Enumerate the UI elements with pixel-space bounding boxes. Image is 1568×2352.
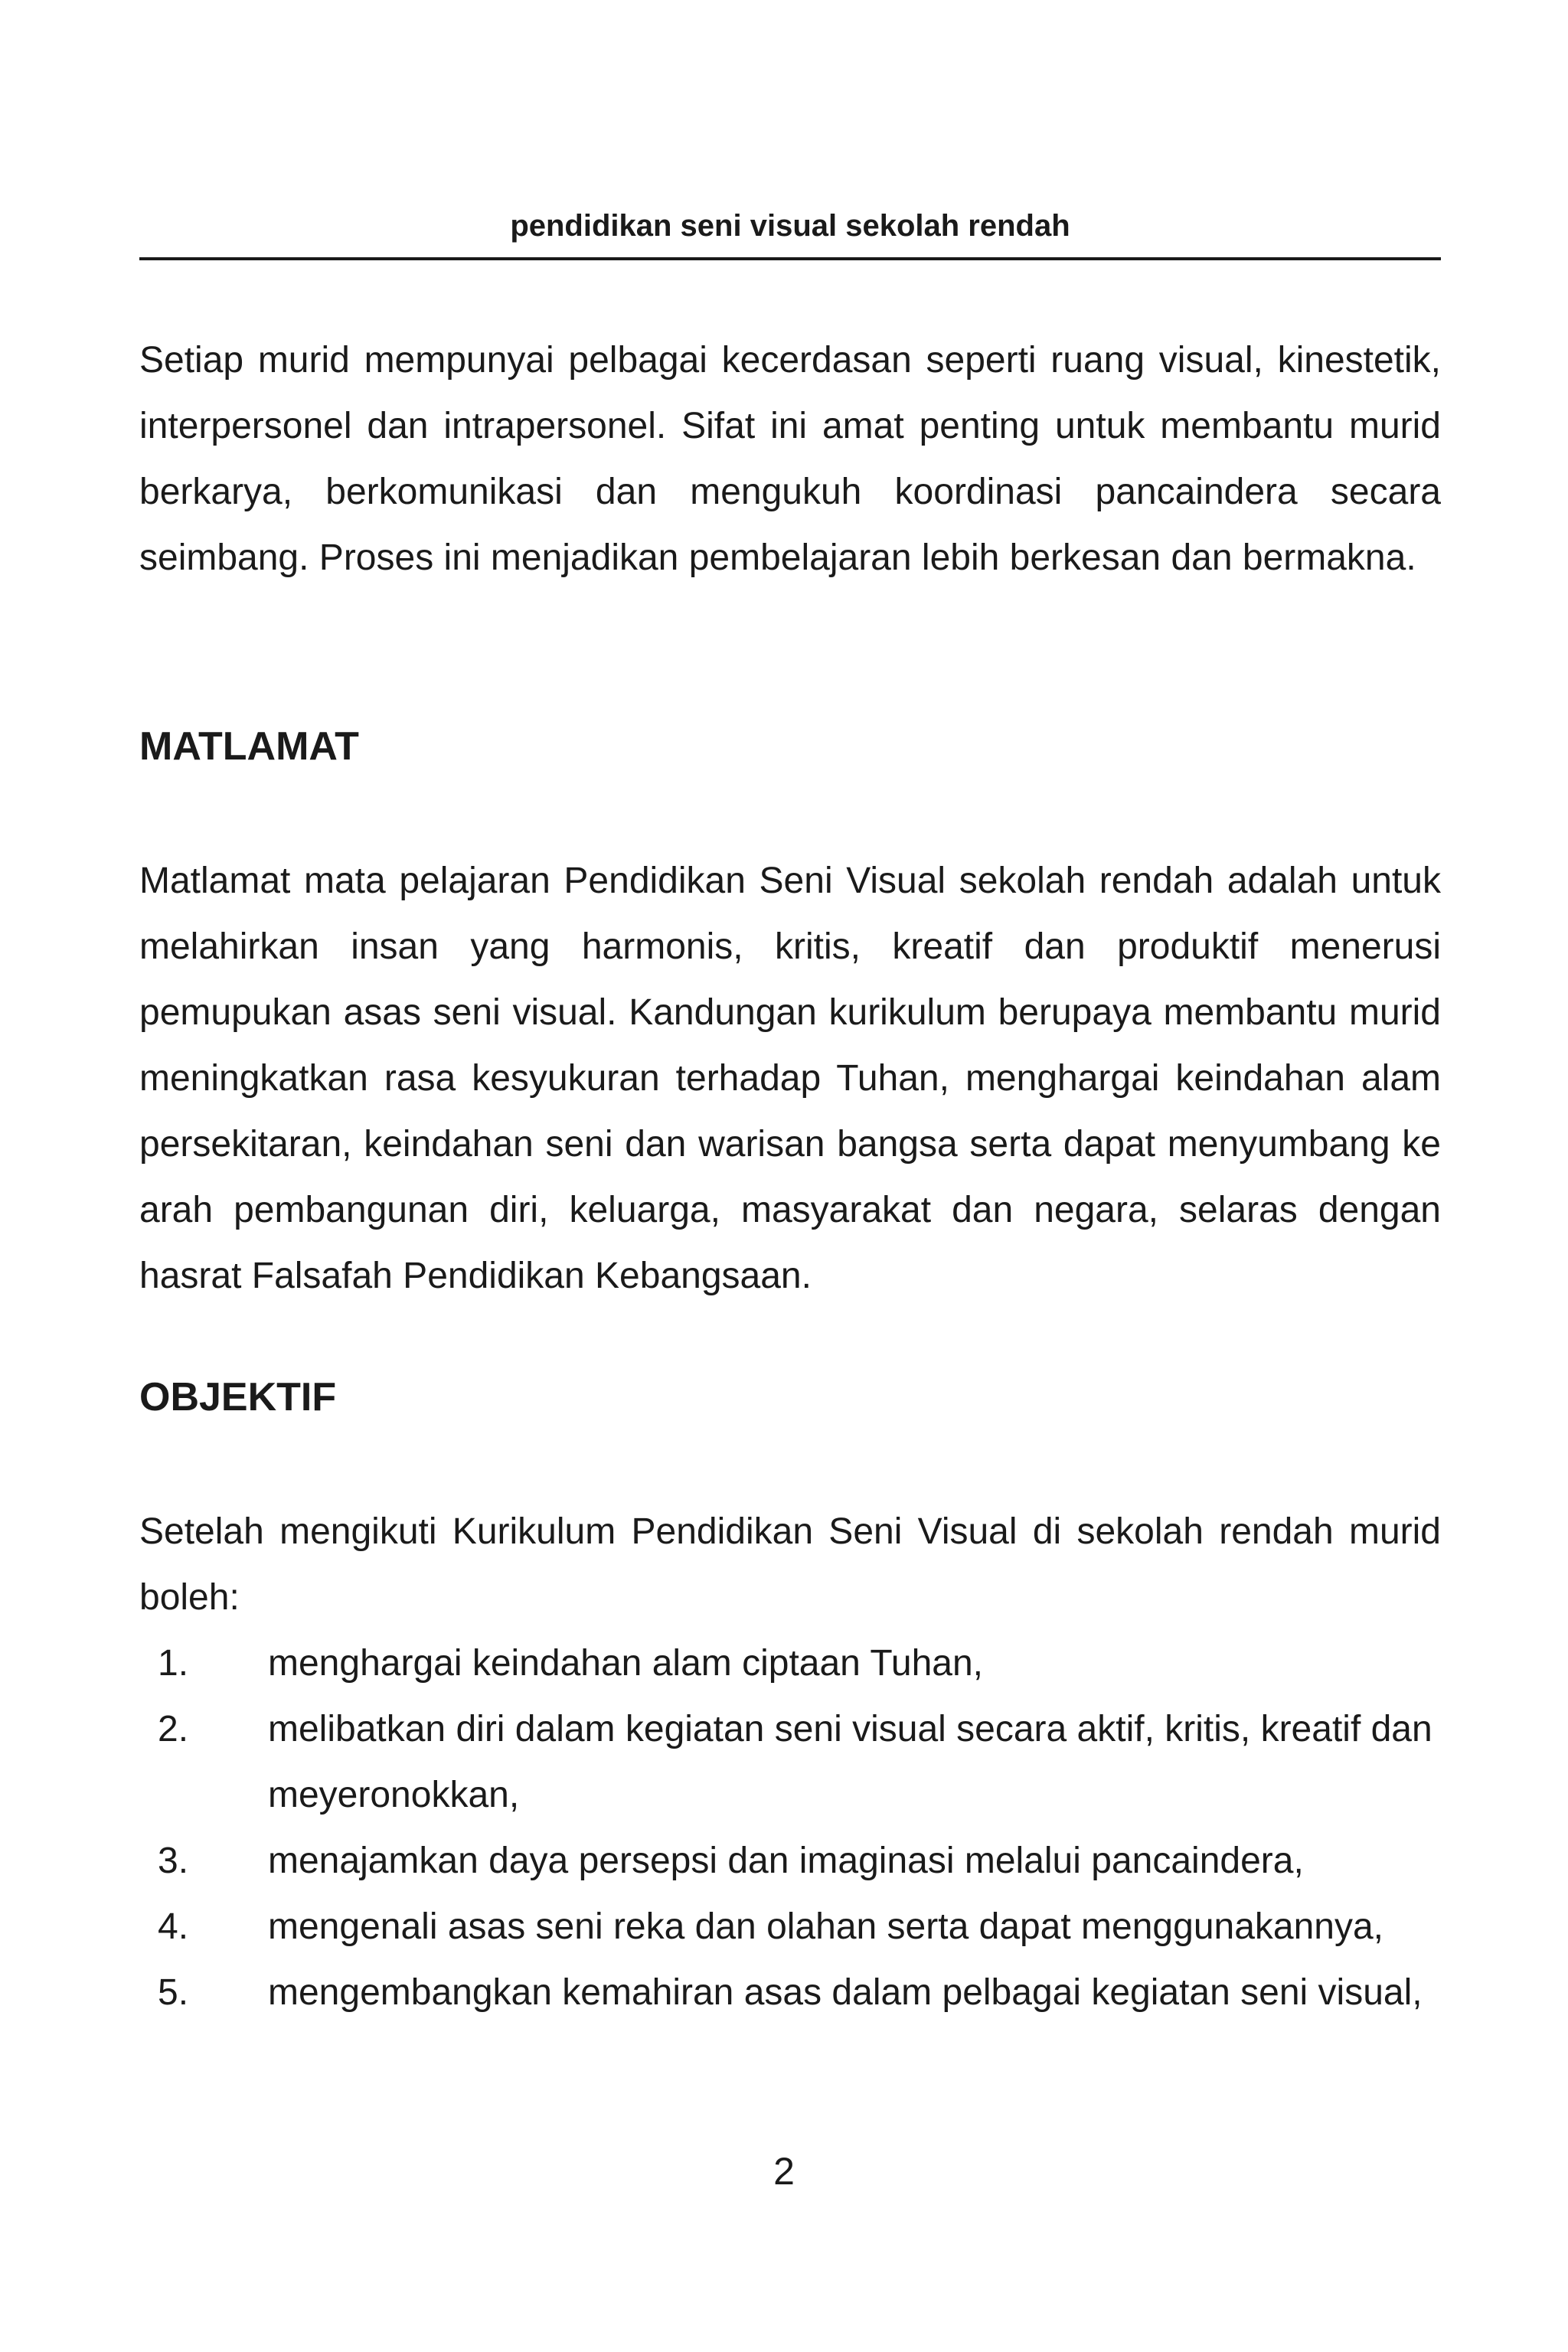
intro-paragraph: Setiap murid mempunyai pelbagai kecerdasan seperti ruang visual, kinestetik, interpersonel dan intrapersonel. Sifat ini amat penting untuk membantu murid berkarya, berkomunikasi dan mengukuh koordinasi pancaindera secara seimbang. Proses ini menjadikan pembelajaran lebih berkesan dan bermakna. bbox=[139, 340, 1441, 578]
list-item bbox=[139, 1697, 1441, 1828]
running-header: pendidikan seni visual sekolah rendah bbox=[510, 209, 1070, 243]
list-item-text: menajamkan daya persepsi dan imaginasi melalui pancaindera, bbox=[268, 1841, 1304, 1881]
objektif-list bbox=[139, 1631, 1441, 2026]
header-rule bbox=[139, 257, 1441, 260]
objektif-intro: Setelah mengikuti Kurikulum Pendidikan Seni Visual di sekolah rendah murid boleh: bbox=[139, 1511, 1441, 1618]
list-item-text: mengembangkan kemahiran asas dalam pelbagai kegiatan seni visual, bbox=[268, 1972, 1423, 2013]
list-item bbox=[139, 1894, 1441, 1960]
list-item-number: 2. bbox=[158, 1709, 189, 1749]
list-item-number: 3. bbox=[158, 1841, 189, 1881]
page-number: 2 bbox=[773, 2150, 795, 2193]
matlamat-paragraph: Matlamat mata pelajaran Pendidikan Seni Visual sekolah rendah adalah untuk melahirkan insan yang harmonis, kritis, kreatif dan produktif menerusi pemupukan asas seni visual. Kandungan kurikulum berupaya membantu murid meningkatkan rasa kesyukuran terhadap Tuhan, menghargai keindahan alam persekitaran, keindahan seni dan warisan bangsa serta dapat menyumbang ke arah pembangunan diri, keluarga, masyarakat dan negara, selaras dengan hasrat Falsafah Pendidikan Kebangsaan. bbox=[139, 861, 1441, 1296]
list-item-text: mengenali asas seni reka dan olahan serta dapat menggunakannya, bbox=[268, 1906, 1384, 1947]
list-item bbox=[139, 1828, 1441, 1894]
list-item-text: melibatkan diri dalam kegiatan seni visual secara aktif, kritis, kreatif dan meyeronokkan, bbox=[268, 1709, 1432, 1815]
matlamat-heading: MATLAMAT bbox=[139, 724, 359, 769]
objektif-heading: OBJEKTIF bbox=[139, 1375, 337, 1419]
list-item-text: menghargai keindahan alam ciptaan Tuhan, bbox=[268, 1643, 983, 1684]
list-item bbox=[139, 1631, 1441, 1697]
list-item bbox=[139, 1960, 1441, 2026]
list-item-number: 5. bbox=[158, 1972, 189, 2013]
list-item-number: 1. bbox=[158, 1643, 189, 1684]
list-item-number: 4. bbox=[158, 1906, 189, 1947]
